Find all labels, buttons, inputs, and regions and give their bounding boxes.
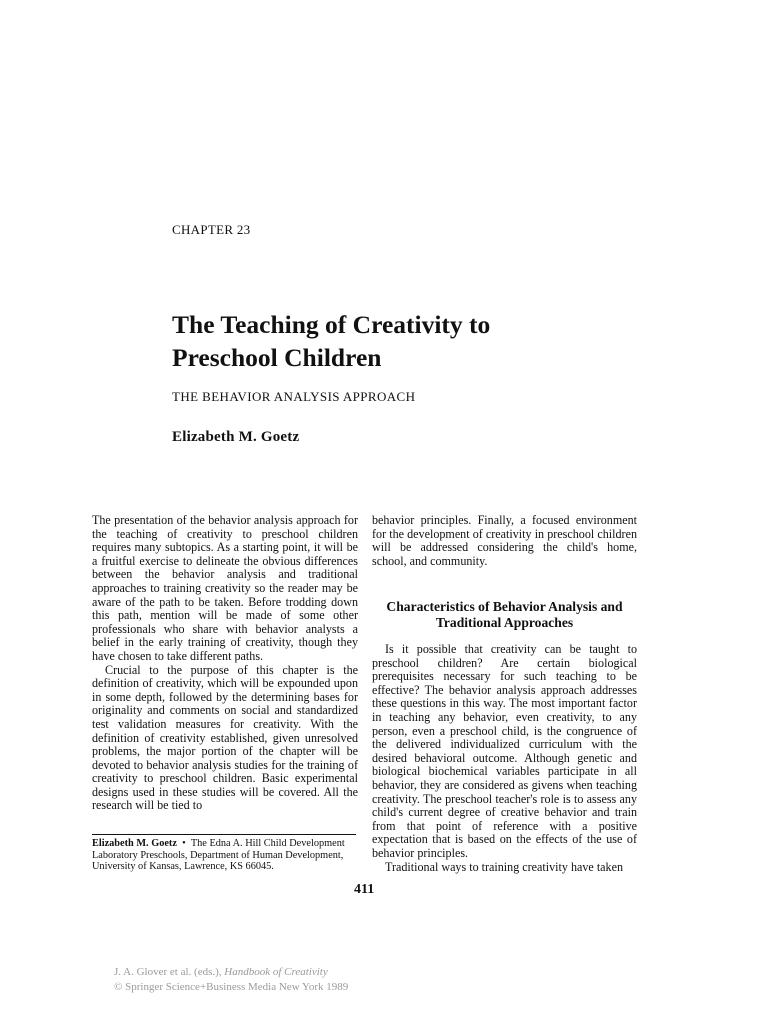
author-name: Elizabeth M. Goetz (172, 429, 300, 445)
section-heading: Characteristics of Behavior Analysis and Traditional Approaches (386, 599, 623, 630)
footnote-divider (92, 834, 356, 835)
page-number: 411 (354, 882, 375, 897)
paragraph: Is it possible that creativity can be taught to preschool children? Are certain biological prerequisites necessary for such teaching to be effective? The behavior analysis approach addresses these questions in this way. The most important factor in teaching any behavior, even creativity, to any person, even a preschool child, is the congruence of the delivered individualized curriculum with the desired behavioral outcome. Although genetic and biological biochemical variables participate in all behavior, they are considered as givens when teaching creativity. The preschool teacher's role is to assess any child's current degree of creative behavior and train from that point of reference with a positive expectation that is based on the effects of the use of behavior principles. (372, 642, 637, 860)
chapter-title-line-2: Preschool Children (172, 343, 382, 372)
citation-copyright: © Springer Science+Business Media New York 1989 (114, 981, 349, 993)
citation-book-title: Handbook of Creativity (224, 966, 328, 978)
chapter-label: CHAPTER 23 (172, 222, 251, 237)
paragraph: behavior principles. Finally, a focused environment for the development of creativity in preschool children will be addressed considering the child's home, school, and community. (372, 513, 637, 568)
paragraph: The presentation of the behavior analysis approach for the teaching of creativity to preschool children requires many subtopics. As a starting point, it will be a fruitful exercise to delineate the obvious differences between the behavior analysis and traditional approaches to training creativity so the reader may be aware of the path to be taken. Before trodding down this path, mention will be made of some other professionals who share with behavior analysts a belief in the early training of creativity, though they have chosen to take different paths. (92, 513, 358, 663)
footnote-affiliation: The Edna A. Hill Child Development Laboratory Preschools, Department of Human Development, University of Kansas, Lawrence, KS 66045. (92, 838, 345, 873)
paragraph: Traditional ways to training creativity have taken (385, 859, 624, 874)
source-citation (114, 965, 348, 995)
right-column-body (372, 643, 637, 874)
chapter-title-line-1: The Teaching of Creativity to (172, 310, 491, 339)
chapter-title (172, 308, 490, 374)
citation-editors: J. A. Glover et al. (eds.), (114, 966, 222, 978)
footnote-bullet: • (182, 838, 186, 849)
left-column (92, 514, 358, 813)
footnote-author: Elizabeth M. Goetz (92, 838, 177, 849)
author-footnote (92, 838, 360, 873)
right-column-top (372, 514, 637, 568)
chapter-subtitle: THE BEHAVIOR ANALYSIS APPROACH (172, 389, 416, 404)
paragraph: Crucial to the purpose of this chapter is the definition of creativity, which will be expounded upon in some depth, followed by the determining bases for originality and comments on social and standardized test validation measures for creativity. With the definition of creativity established, given unresolved problems, the major portion of the chapter will be devoted to behavior analysis studies for the training of creativity to preschool children. Basic experimental designs used in these studies will be covered. All the research will be tied to (92, 662, 358, 813)
citation-line-1 (114, 965, 348, 980)
